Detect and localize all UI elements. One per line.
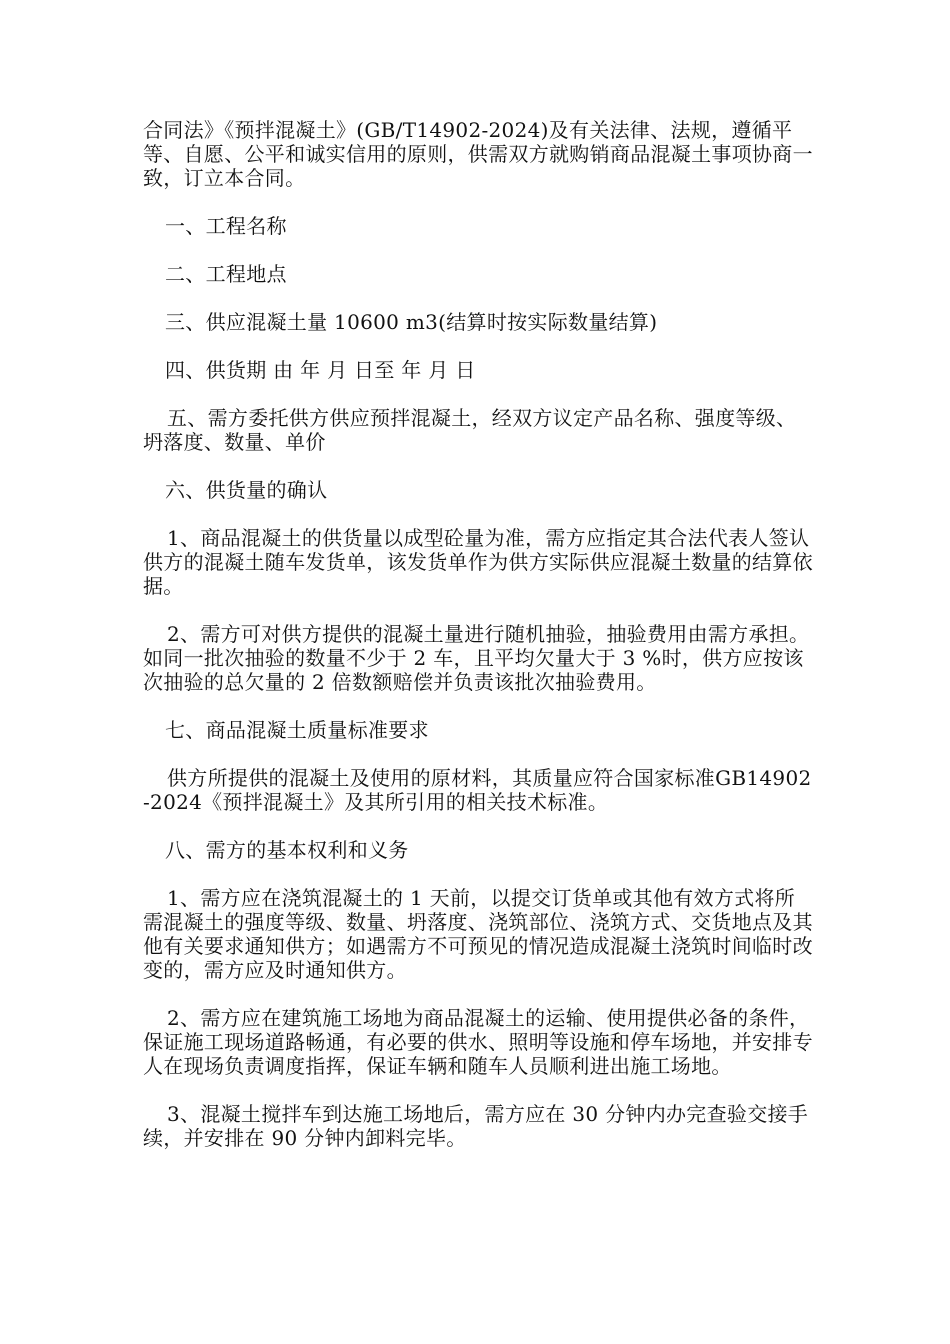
heading-project-name: 一、工程名称 [165,214,287,238]
document-body [143,118,815,1174]
heading-buyer-rights: 八、需方的基本权利和义务 [165,838,409,862]
heading-quantity-confirmation: 六、供货量的确认 [165,478,328,502]
heading-supply-quantity: 三、供应混凝土量 10600 m3(结算时按实际数量结算) [165,310,658,334]
heading-quality-standard: 七、商品混凝土质量标准要求 [165,718,429,742]
paragraph-7: 供方所提供的混凝土及使用的原材料，其质量应符合国家标准GB14902-2024《预拌混凝土》及其所引用的相关技术标准。 [143,766,812,814]
paragraph-8-1: 1、需方应在浇筑混凝土的 1 天前，以提交订货单或其他有效方式将所需混凝土的强度等级、数量、坍落度、浇筑部位、浇筑方式、交货地点及其他有关要求通知供方；如遇需方不可预见的情况造成混凝土浇筑时间临时改变的，需方应及时通知供方。 [143,886,813,982]
paragraph-section-5: 五、需方委托供方供应预拌混凝土，经双方议定产品名称、强度等级、坍落度、数量、单价 [143,406,797,454]
heading-supply-period: 四、供货期 由 年 月 日至 年 月 日 [165,358,476,382]
paragraph-8-2: 2、需方应在建筑施工场地为商品混凝土的运输、使用提供必备的条件，保证施工现场道路畅通，有必要的供水、照明等设施和停车场地，并安排专人在现场负责调度指挥，保证车辆和随车人员顺利进出施工场地。 [143,1006,813,1078]
paragraph-preamble: 合同法》《预拌混凝土》(GB/T14902-2024)及有关法律、法规，遵循平等、自愿、公平和诚实信用的原则，供需双方就购销商品混凝土事项协商一致，订立本合同。 [143,118,813,190]
paragraph-6-2: 2、需方可对供方提供的混凝土量进行随机抽验，抽验费用由需方承担。如同一批次抽验的数量不少于 2 车，且平均欠量大于 3 %时，供方应按该次抽验的总欠量的 2 倍数额赔偿并负责该批次抽验费用。 [143,622,810,694]
heading-project-location: 二、工程地点 [165,262,287,286]
paragraph-6-1: 1、商品混凝土的供货量以成型砼量为准，需方应指定其合法代表人签认供方的混凝土随车发货单，该发货单作为供方实际供应混凝土数量的结算依据。 [143,526,813,598]
paragraph-8-3: 3、混凝土搅拌车到达施工场地后，需方应在 30 分钟内办完查验交接手续，并安排在 90 分钟内卸料完毕。 [143,1102,809,1150]
